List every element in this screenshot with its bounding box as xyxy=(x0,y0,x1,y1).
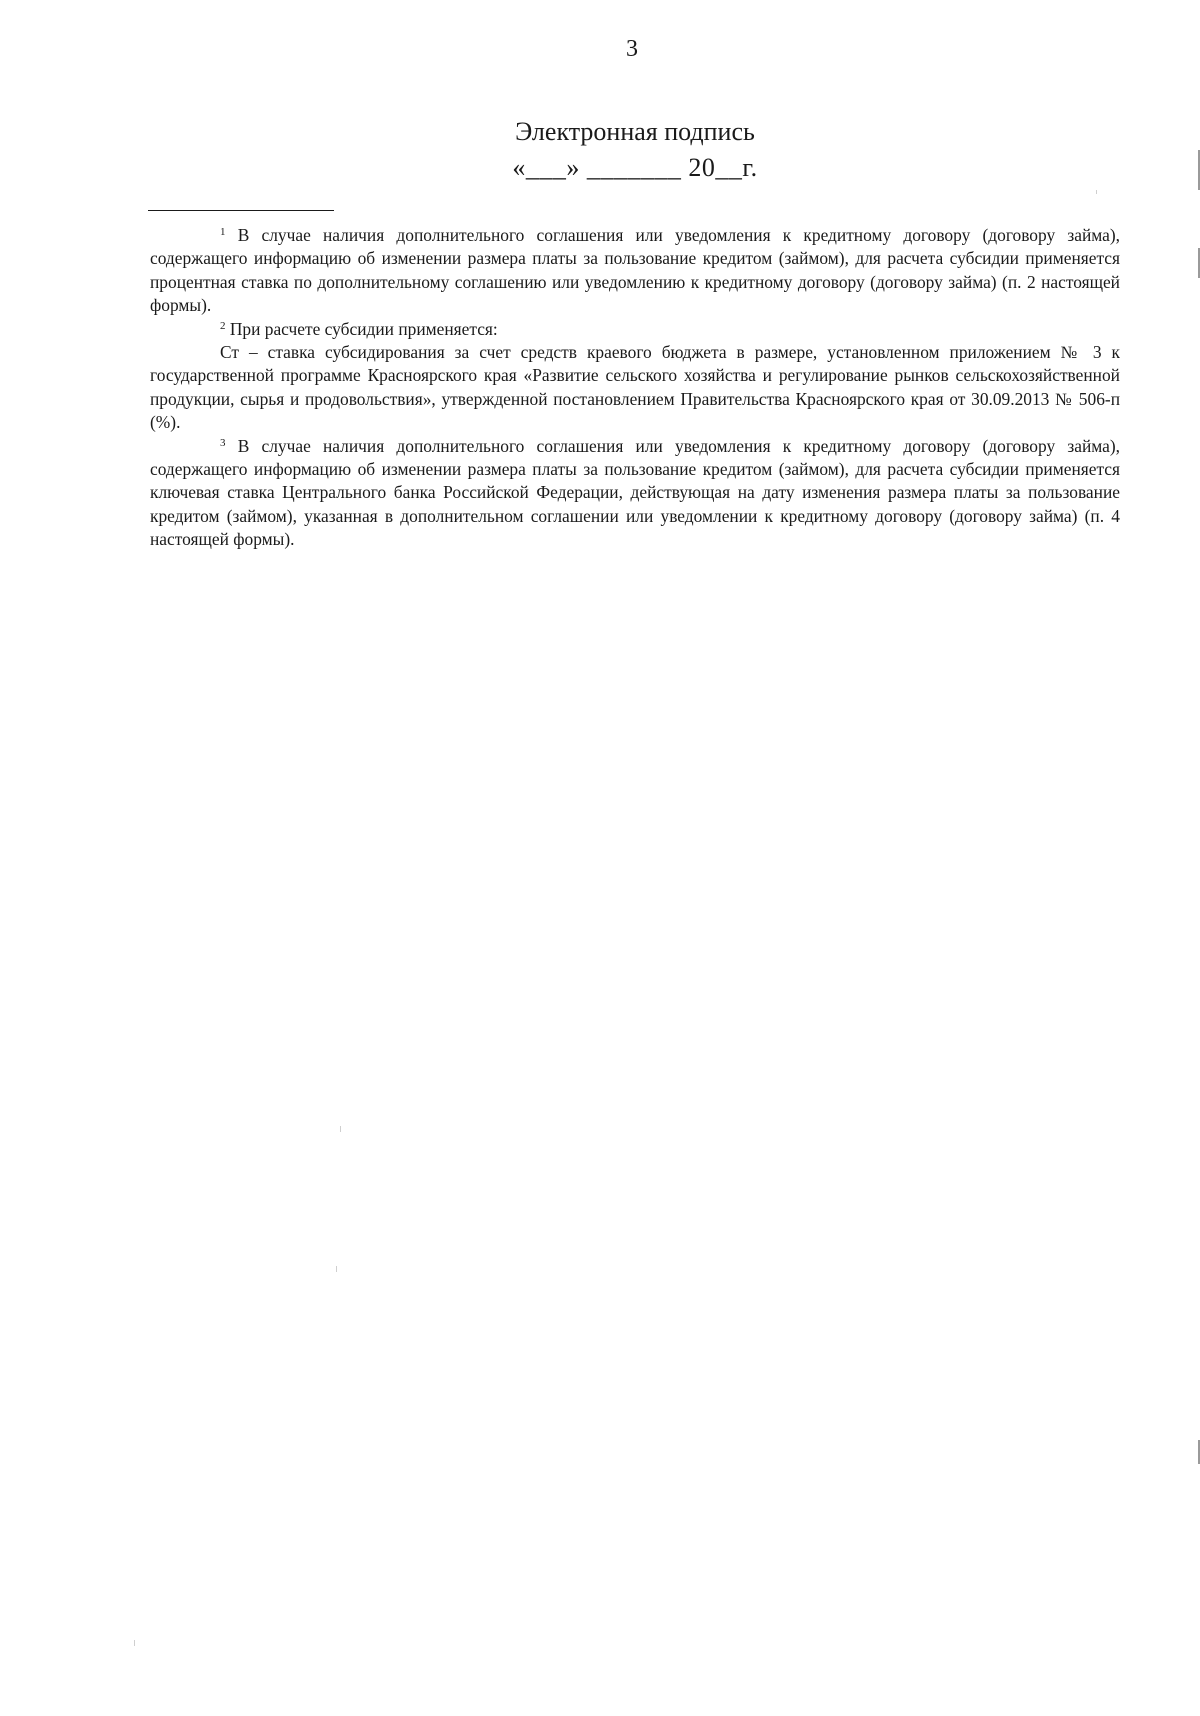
signature-title: Электронная подпись xyxy=(515,117,755,146)
scan-artifact xyxy=(336,1266,337,1272)
footnote-2-continuation: Ст – ставка субсидирования за счет средств краевого бюджета в размере, установленном приложением № 3 к государственной программе Красноярского края «Развитие сельского хозяйства и регулирование рынков сельскохозяйственной продукции, сырья и продовольствия», утвержденной постановлением Правительства Красноярского края от 30.09.2013 № 506-п (%). xyxy=(150,342,1120,433)
scan-artifact xyxy=(1096,190,1097,194)
footnote-2 xyxy=(150,318,1120,341)
footnote-text-1: В случае наличия дополнительного соглашения или уведомления к кредитному договору (договору займа), содержащего информацию об изменении размера платы за пользование кредитом (займом), для расчета субсидии применяется процентная ставка по дополнительному соглашению или уведомлению к кредитному договору (договору займа) (п. 2 настоящей формы). xyxy=(150,225,1120,316)
footnote-mark-2: 2 xyxy=(220,319,226,332)
signature-block xyxy=(505,114,765,186)
scan-artifact xyxy=(134,1640,135,1646)
page-number: 3 xyxy=(626,36,638,62)
footnote-1 xyxy=(150,224,1120,318)
footnote-mark-1: 1 xyxy=(220,226,226,238)
footnotes xyxy=(150,224,1120,552)
footnote-3 xyxy=(150,435,1120,552)
footnote-mark-3: 3 xyxy=(220,436,226,449)
footnote-text-2: При расчете субсидии применяется: xyxy=(229,318,498,339)
footnote-text-3: В случае наличия дополнительного соглашения или уведомления к кредитному договору (договору займа), содержащего информацию об изменении размера платы за пользование кредитом (займом), для расчета субсидии применяется ключевая ставка Центрального банка Российской Федерации, действующая на дату изменения размера платы за пользование кредитом (займом), указанная в дополнительном соглашении или уведомлении к кредитному договору (договору займа) (п. 4 настоящей формы). xyxy=(150,435,1120,550)
signature-date-line: «___» _______ 20__г. xyxy=(512,153,758,182)
scan-artifact xyxy=(340,1126,341,1132)
footnote-separator xyxy=(148,210,334,211)
